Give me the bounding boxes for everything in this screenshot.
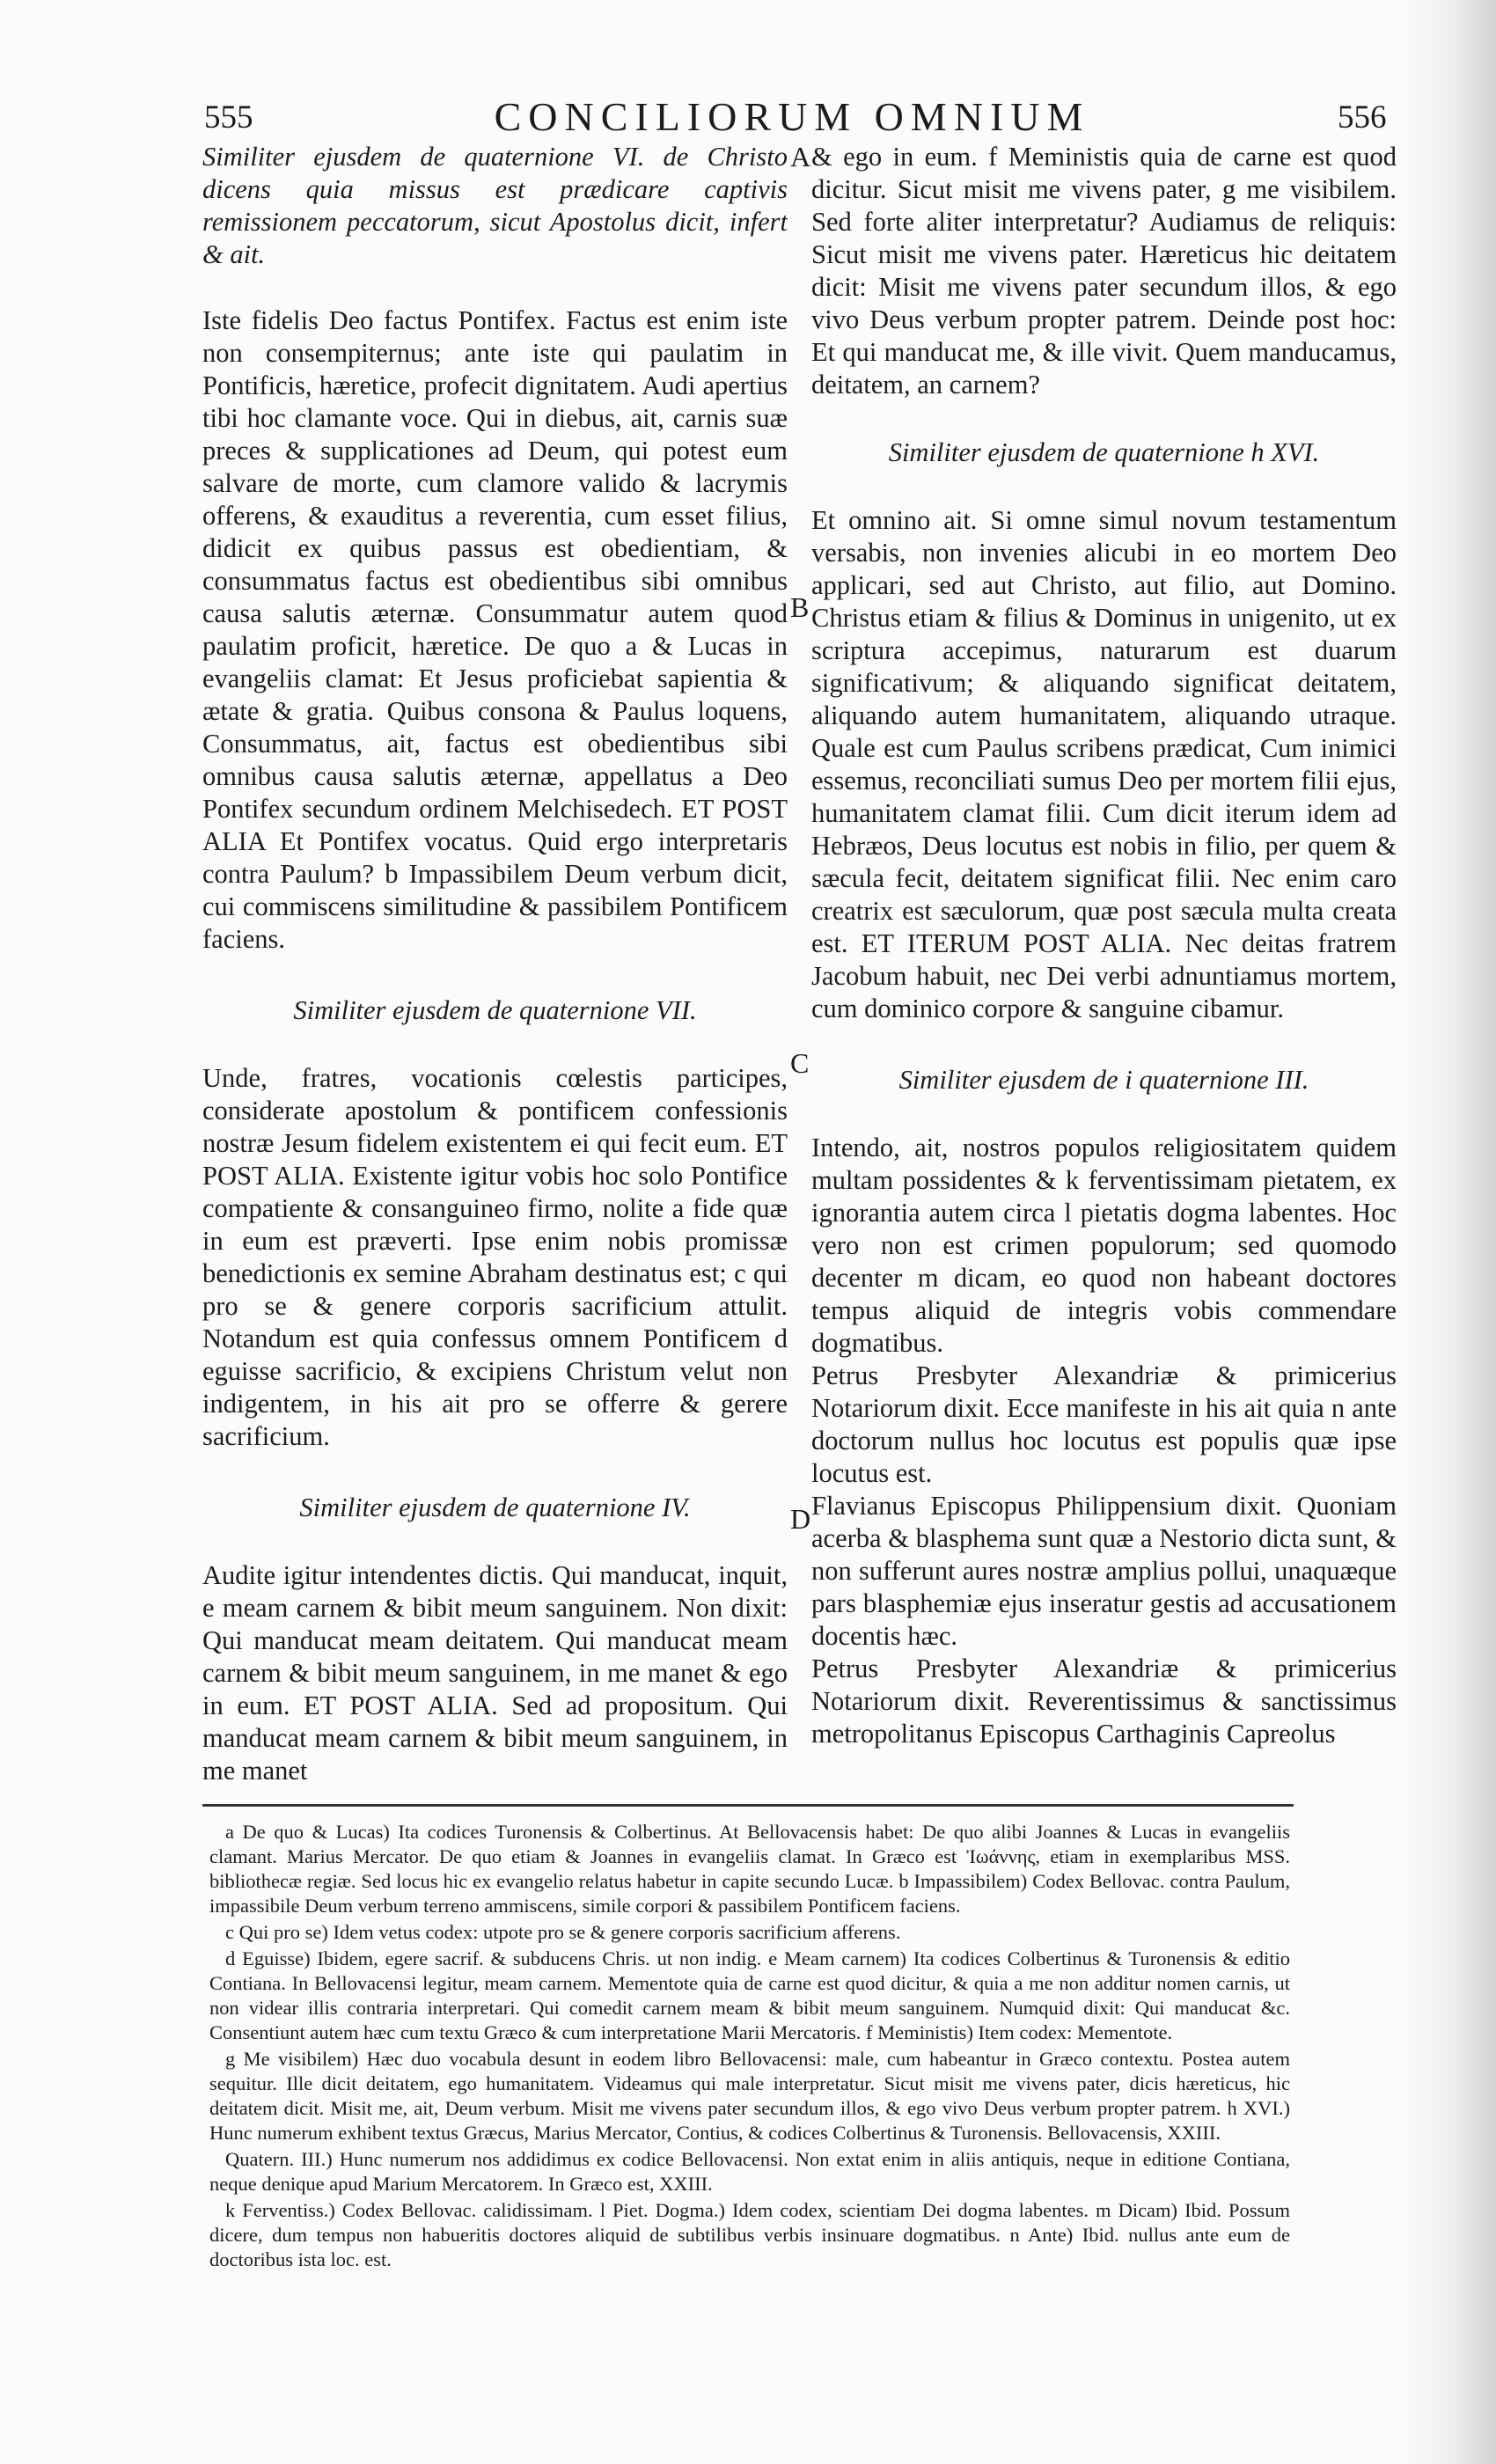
footnote: a De quo & Lucas) Ita codices Turonensis & Colbertinus. At Bellovacensis habet: De quo alibi Joannes & Lucas in evangeliis clamant. Marius Mercator. De quo etiam & Joannes in evangeliis clamat. In Græco est Ἰωάννης, etiam in exemplaribus MSS. bibliothecæ regiæ. Sed locus hic ex evangelio relatus habetur in capite secundo Lucæ. b Impassibilem) Codex Bellovac. contra Paulum, impassibile Deum verbum terreno ammiscens, simile corpori & passibilem Pontificem faciens. [209, 1821, 1290, 1917]
page-number-right: 556 [1338, 99, 1387, 136]
left-section-heading-iv: Similiter ejusdem de quaternione IV. [299, 1492, 691, 1522]
margin-letter-a: A [790, 141, 811, 172]
page-number-left: 555 [204, 99, 253, 136]
right-paragraph-2: Et omnino ait. Si omne simul novum testamentum versabis, non invenies alicubi in eo mortem Deo applicari, sed aut Christo, aut filio, aut Domino. Christus etiam & filius & Dominus in unigenito, ut ex scriptura accepimus, naturarum est duarum significativum; & aliquando significat deitatem, aliquando autem humanitatem, aliquando utraque. Quale est cum Paulus scribens prædicat, Cum inimici essemus, reconciliati sumus Deo per mortem filii ejus, humanitatem clamat filii. Cum dicit iterum idem ad Hebræos, Deus locutus est nobis in filio, per quem & sæcula fecit, deitatem significat filii. Nec enim caro creatrix est sæculorum, quæ post sæcula multa creata est. ET ITERUM POST ALIA. Nec deitas fratrem Jacobum habuit, nec Dei verbi adnuntiamus mortem, cum dominico corpore & sanguine cibamur. [811, 505, 1397, 1023]
left-intro-paragraph: Similiter ejusdem de quaternione VI. de Christo dicens quia missus est prædicare captivis remissionem peccatorum, sicut Apostolus dicit, infert & ait. [202, 142, 788, 269]
margin-letter-c: C [790, 1047, 810, 1079]
footnote: c Qui pro se) Idem vetus codex: utpote pro se & genere corporis sacrificium afferens. [225, 1921, 901, 1943]
right-paragraph-4: Petrus Presbyter Alexandriæ & primicerius Notariorum dixit. Ecce manifeste in his ait quia n ante doctorum nullus hoc locutus est populis quæ ipse locutus est. [811, 1360, 1397, 1488]
footnote-divider [202, 1804, 1294, 1807]
right-section-heading-xvi: Similiter ejusdem de quaternione h XVI. [888, 437, 1320, 467]
footnote: d Eguisse) Ibidem, egere sacrif. & subducens Chris. ut non indig. e Meam carnem) Ita codices Colbertinus & Turonensis & editio Contiana. In Bellovacensi legitur, meam carnem. Mementote quia de carne est quod dicitur, & quia a me non additur nomen carnis, ut non videar illis contraria interpretari. Qui comedit carnem meam & bibit meum sanguinem. Numquid dixit: Qui manducat &c. Consentiunt autem hæc cum textu Græco & cum interpretatione Marii Mercatoris. f Meministis) Item codex: Mementote. [209, 1947, 1290, 2043]
left-section-heading-vii: Similiter ejusdem de quaternione VII. [293, 995, 697, 1025]
footnotes [209, 1820, 1290, 2274]
margin-letter-b: B [790, 591, 810, 623]
footnote: g Me visibilem) Hæc duo vocabula desunt in eodem libro Bellovacensi: male, cum habeantur in Græco contextu. Postea autem sequitur. Ille dicit deitatem, ego humanitatem. Videamus qui male interpretatur. Sicut misit me vivens pater, dicis hæreticus, hic deitatem dicit. Misit me, ait, Deum verbum. Misit me vivens pater secundum illos, & ego vivo Deus verbum propter patrem. h XVI.) Hunc numerum exhibent textus Græcus, Marius Mercator, Contius, & codices Colbertinus & Turonensis. Bellovacensis, XXIII. [209, 2048, 1290, 2144]
right-paragraph-6: Petrus Presbyter Alexandriæ & primicerius Notariorum dixit. Reverentissimus & sanctissimus metropolitanus Episcopus Carthaginis Capreolus [811, 1654, 1397, 1749]
right-section-heading-iii: Similiter ejusdem de i quaternione III. [898, 1065, 1309, 1095]
footnote: k Ferventiss.) Codex Bellovac. calidissimam. l Piet. Dogma.) Idem codex, scientiam Dei dogma labentes. m Dicam) Ibid. Possum dicere, dum tempus non habueritis doctores aliquid de subtilibus verbis insinuare dogmatibus. n Ante) Ibid. nullus ante eum de doctoribus ista loc. est. [209, 2199, 1290, 2270]
right-paragraph-1: & ego in eum. f Meministis quia de carne est quod dicitur. Sicut misit me vivens pater, g me visibilem. Sed forte aliter interpretatur? Audiamus de reliquis: Sicut misit me vivens pater. Hæreticus hic deitatem dicit: Misit me vivens pater secundum illos, & ego vivo Deus verbum propter patrem. Deinde post hoc: Et qui manducat me, & ille vivit. Quem manducamus, deitatem, an carnem? [811, 142, 1397, 400]
left-column [202, 141, 788, 1795]
left-paragraph-1: Iste fidelis Deo factus Pontifex. Factus est enim iste non consempiternus; ante iste qui paulatim in Pontificis, hæretice, profecit dignitatem. Audi apertius tibi hoc clamante voce. Qui in diebus, ait, carnis suæ preces & supplicationes ad Deum, qui potest eum salvare de morte, cum clamore valido & lacrymis offerens, & exauditus a reverentia, cum esset filius, didicit ex quibus passus est obedientiam, & consummatus factus est obedientibus sibi omnibus causa salutis æternæ. Consummatur autem quod paulatim proficit, hæretice. De quo a & Lucas in evangeliis clamat: Et Jesus proficiebat sapientia & ætate & gratia. Quibus consona & Paulus loquens, Consummatus, ait, factus est obedientibus sibi omnibus causa salutis æternæ, appellatus a Deo Pontifex secundum ordinem Melchisedech. ET POST ALIA Et Pontifex vocatus. Quid ergo interpretaris contra Paulum? b Impassibilem Deum verbum dicit, cui commiscens similitudine & passibilem Pontificem faciens. [202, 305, 788, 954]
right-column [811, 141, 1397, 1795]
margin-letter-d: D [790, 1503, 811, 1535]
right-paragraph-5: Flavianus Episcopus Philippensium dixit. Quoniam acerba & blasphema sunt quæ a Nestorio dicta sunt, & non sufferunt aures nostræ amplius pollui, unaquæque pars blasphemiæ ejus inseratur gestis ad accusationem docentis hæc. [811, 1491, 1397, 1651]
footnote: Quatern. III.) Hunc numerum nos addidimus ex codice Bellovacensi. Non extat enim in aliis antiquis, neque in editione Contiana, neque denique apud Marium Mercatorem. In Græco est, XXIII. [209, 2148, 1290, 2195]
right-paragraph-3: Intendo, ait, nostros populos religiositatem quidem multam possidentes & k ferventissimam pietatem, ex ignorantia autem circa l pietatis dogma labentes. Hoc vero non est crimen populorum; sed quomodo decenter m dicam, eo quod non habeant doctores tempus aliquid de integris vobis commendare dogmatibus. [811, 1133, 1397, 1358]
left-paragraph-3: Audite igitur intendentes dictis. Qui manducat, inquit, e meam carnem & bibit meum sanguinem. Non dixit: Qui manducat meam deitatem. Qui manducat meam carnem & bibit meum sanguinem, in me manet & ego in eum. ET POST ALIA. Sed ad propositum. Qui manducat meam carnem & bibit meum sanguinem, in me manet [202, 1560, 788, 1786]
running-title: CONCILIORUM OMNIUM [494, 94, 1090, 139]
left-paragraph-2: Unde, fratres, vocationis cœlestis participes, considerate apostolum & pontificem confessionis nostræ Jesum fidelem existentem ei qui fecit eum. ET POST ALIA. Existente igitur vobis hoc solo Pontifice compatiente & consanguineo firmo, nolite a fide quæ in eum est præverti. Ipse enim nobis promissæ benedictionis ex semine Abraham destinatus est; c qui pro se & genere corporis sacrificium attulit. Notandum est quia confessus omnem Pontificem d eguisse sacrificio, & excipiens Christum velut non indigentem, in his ait pro se offerre & gerere sacrificium. [202, 1063, 788, 1451]
